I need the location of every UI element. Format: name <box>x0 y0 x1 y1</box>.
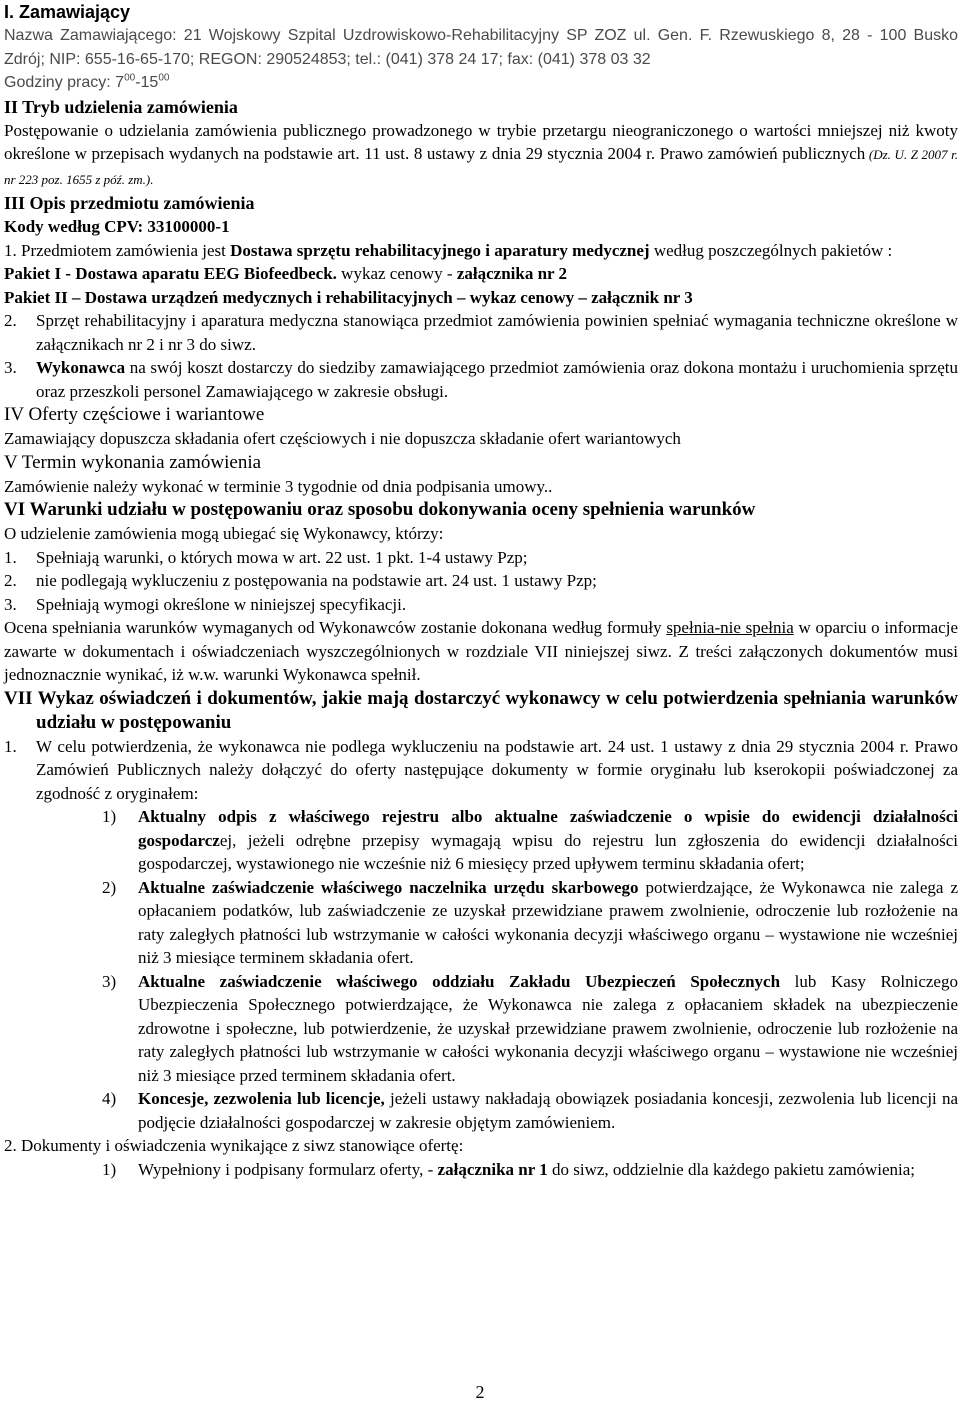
document-page <box>4 0 958 1181</box>
pakiet-2: Pakiet II – Dostawa urządzeń medycznych i rehabilitacyjnych – wykaz cenowy – załącznik nr 3 <box>4 287 693 307</box>
cpv-codes: Kody według CPV: 33100000-1 <box>4 217 230 236</box>
oferty-text: Zamawiający dopuszcza składania ofert częściowych i nie dopuszcza składanie ofert wariantowych <box>4 429 681 448</box>
tryb-text: Postępowanie o udzielania zamówienia publicznego prowadzonego w trybie przetargu nieograniczonego o wartości mniejszej niż kwoty określone w przepisach wydanych na podstawie art. 11 ust. 8 ustawy z dnia 29 stycznia 2004 r. Prawo zamówień publicznych (Dz. U. Z 2007 r. nr 223 poz. 1655 z póź. zm.). <box>4 120 958 187</box>
ocena-text: Ocena spełniania warunków wymaganych od Wykonawców zostanie dokonana według formuły spełnia-nie spełnia w oparciu o informacje zawarte w dokumentach i oświadczeniach wyszczególnionych w rozdziale VII niniejszej siwz. Z treści załączonych dokumentów musi jednoznacznie wynikać, iż w.w. warunki Wykonawca spełnił. <box>4 618 958 684</box>
section-heading-opis: III Opis przedmiotu zamówienia <box>4 193 255 213</box>
oferta-sub-item-1: 1) Wypełniony i podpisany formularz oferty, - załącznika nr 1 do siwz, oddzielnie dla każdego pakietu zamówienia; <box>102 1159 915 1179</box>
warunki-item-1: 1. Spełniają warunki, o których mowa w art. 22 ust. 1 pkt. 1-4 ustawy Pzp; <box>4 547 528 567</box>
section-heading-tryb: II Tryb udzielenia zamówienia <box>4 96 238 117</box>
wykaz-item-2: 2. Dokumenty i oświadczenia wynikające z siwz stanowiące ofertę: <box>4 1136 464 1155</box>
section-heading-wykaz: VII Wykaz oświadczeń i dokumentów, jakie mają dostarczyć wykonawcy w celu potwierdzenia spełniania warunków udziału w postępowaniu <box>4 687 958 733</box>
opis-item-2: 2. Sprzęt rehabilitacyjny i aparatura medyczna stanowiąca przedmiot zamówienia powinien spełniać wymagania techniczne określone w załącznikach nr 2 i nr 3 do siwz. <box>4 311 958 354</box>
zamawiajacy-details: Nazwa Zamawiającego: 21 Wojskowy Szpital Uzdrowiskowo-Rehabilitacyjny SP ZOZ ul. Gen. F. Rzewuskiego 8, 28 - 100 Busko Zdrój; NIP: 655-16-65-170; REGON: 290524853; tel.: (041) 378 24 17; fax: (041) 378 03 32 <box>4 27 958 68</box>
working-hours: Godziny pracy: $7^{00}-15^{00}$ <box>4 72 170 91</box>
wykaz-sub-item-1: 1) Aktualny odpis z właściwego rejestru albo aktualne zaświadczenie o wpisie do ewidencji działalności gospodarczej, jeżeli odrębne przepisy wymagają wpisu do rejestru lun zgłoszenia do ewidencji działalności gospodarczej, wystawionego nie wcześnie niż 6 miesięcy przed upływem terminu składania ofert; <box>102 807 958 873</box>
termin-text: Zamówienie należy wykonać w terminie 3 tygodnie od dnia podpisania umowy.. <box>4 476 553 496</box>
warunki-intro: O udzielenie zamówienia mogą ubiegać się Wykonawcy, którzy: <box>4 524 444 543</box>
wykaz-item-1: 1. W celu potwierdzenia, że wykonawca nie podlega wykluczeniu na podstawie art. 24 ust. 1 ustawy z dnia 29 stycznia 2004 r. Prawo Zamówień Publicznych należy dołączyć do oferty następujące dokumenty w formie oryginału lub kserokopii poświadczonej za zgodność z oryginałem: <box>4 736 958 803</box>
section-heading-oferty: IV Oferty częściowe i wariantowe <box>4 404 265 425</box>
opis-item-3: 3. Wykonawca na swój koszt dostarczy do siedziby zamawiającego przedmiot zamówienia oraz dokona montażu i uruchomienia sprzętu oraz przeszkoli personel Zamawiającego w zakresie obsługi. <box>4 358 958 401</box>
opis-item-1: 1. Przedmiotem zamówienia jest Dostawa sprzętu rehabilitacyjnego i aparatury medycznej według poszczególnych pakietów : <box>4 240 893 260</box>
warunki-item-2: 2. nie podlegają wykluczeniu z postępowania na podstawie art. 24 ust. 1 ustawy Pzp; <box>4 571 597 590</box>
pakiet-1: Pakiet I - Dostawa aparatu EEG Biofeedbeck. wykaz cenowy - załącznika nr 2 <box>4 264 568 283</box>
wykaz-sub-item-2: 2) Aktualne zaświadczenie właściwego naczelnika urzędu skarbowego potwierdzające, że Wykonawca nie zalega z opłacaniem podatków, lub zaświadczenie ze uzyskał przewidziane prawem zwolnienie, odroczenie lub rozłożenie na raty zaległych płatności lub wstrzymanie w całości wykonania decyzji właściwego organu – wystawione nie wcześniej niż 3 miesiące terminem składania ofert. <box>102 877 958 967</box>
page-number: 2 <box>475 1382 485 1402</box>
section-heading-zamawiajacy: I. Zamawiający <box>4 2 131 22</box>
warunki-item-3: 3. Spełniają wymogi określone w niniejszej specyfikacji. <box>4 594 407 614</box>
section-heading-warunki: VI Warunki udziału w postępowaniu oraz sposobu dokonywania oceny spełnienia warunków <box>4 499 756 520</box>
section-heading-termin: V Termin wykonania zamówienia <box>4 451 262 473</box>
wykaz-sub-item-4: 4) Koncesje, zezwolenia lub licencje, jeżeli ustawy nakładają obowiązek posiadania koncesji, zezwolenia lub licencji na podjęcie działalności gospodarczej w zakresie objętym zamówieniem. <box>102 1089 958 1132</box>
wykaz-sub-item-3: 3) Aktualne zaświadczenie właściwego oddziału Zakładu Ubezpieczeń Społecznych lub Kasy Rolniczego Ubezpieczenia Społecznego potwierdzające, że Wykonawca nie zalega z opłacaniem składek na ubezpieczenie zdrowotne i społeczne, lub potwierdzenie, że uzyskał przewidziane prawem zwolnienie, odroczenie lub rozłożenie na raty zaległych płatności lub wstrzymanie w całości wykonania decyzji właściwego organu – wystawione nie wcześniej niż 3 miesiące przed terminem składania ofert. <box>102 971 958 1085</box>
